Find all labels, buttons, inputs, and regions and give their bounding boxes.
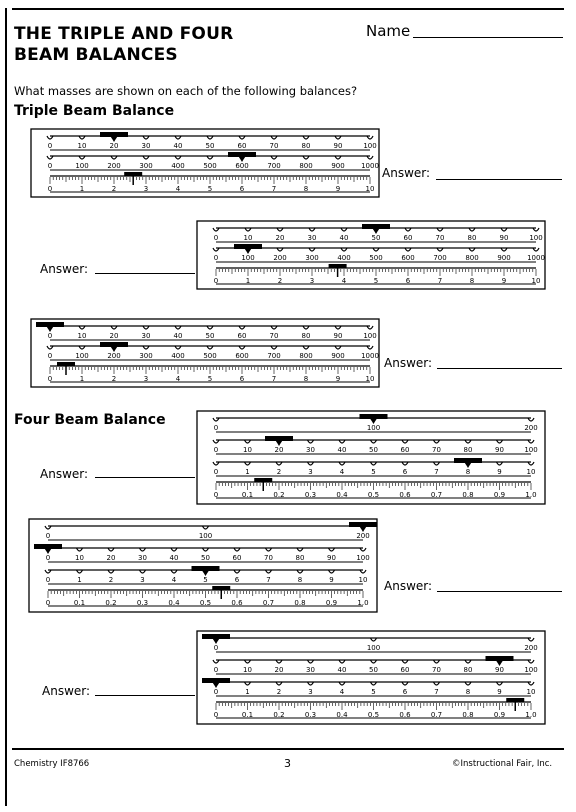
four-balance-3-tens-beam-tick-label: 60 <box>400 666 410 674</box>
four-balance-2-tens-beam-tick-label: 50 <box>201 554 210 562</box>
four-balance-3-tens-beam-tick-label: 40 <box>337 666 347 674</box>
four-balance-2-tenths-beam-rider <box>212 586 230 590</box>
triple-balance-1-tens-beam-tick-label: 50 <box>205 142 215 150</box>
answer-label: Answer: <box>40 467 89 481</box>
triple-balance-2-hundreds-beam-tick-label: 700 <box>433 254 447 262</box>
question-text: What masses are shown on each of the following balances? <box>14 84 358 98</box>
four-balance-3-ones-beam-tick-label: 6 <box>402 688 408 696</box>
four-balance-1-tens-beam-tick-label: 90 <box>495 446 504 454</box>
triple-balance-3-ones-beam-tick-label: 2 <box>111 375 117 383</box>
triple-balance-3-ones-beam-tick-label: 4 <box>175 375 181 383</box>
triple-balance-3-ones-beam-tick-label: 7 <box>271 375 277 383</box>
worksheet-title: THE TRIPLE AND FOUR BEAM BALANCES <box>14 24 234 65</box>
triple-balance-3-hundreds-beam-tick-label: 300 <box>139 352 153 360</box>
triple-balance-1-tens-beam-rider <box>100 132 128 137</box>
triple-balance-2-ones-beam-tick-label: 2 <box>277 277 283 285</box>
four-balance-2-tenths-beam-tick-label: 0 <box>45 599 51 607</box>
four-balance-1 <box>196 410 546 505</box>
four-balance-3-tens-beam-tick-label: 90 <box>495 666 504 674</box>
four-balance-2-tens-beam-tick-label: 80 <box>295 554 305 562</box>
four-balance-2-hundred-beam-tick-label: 200 <box>356 532 370 540</box>
four-balance-1-hundred-beam-tick-label: 0 <box>213 424 219 432</box>
triple-balance-2-ones-beam-tick-label: 4 <box>341 277 347 285</box>
triple-balance-1-tens-beam-tick-label: 10 <box>77 142 87 150</box>
four-balance-3 <box>196 630 546 725</box>
triple-balance-2-ones-beam-tick-label: 0 <box>213 277 219 285</box>
four-balance-1-ones-beam-tick-label: 7 <box>434 468 439 476</box>
answer-label: Answer: <box>384 356 433 370</box>
four-balance-2-tens-beam-tick-label: 100 <box>356 554 370 562</box>
four-balance-3-tenths-beam-tick-label: 0.1 <box>241 711 254 719</box>
four-balance-3-tens-beam-tick-label: 70 <box>432 666 441 674</box>
four-balance-3-tenths-beam-rider <box>506 698 524 702</box>
answer-field-4[interactable] <box>95 477 195 478</box>
triple-balance-1-ones-beam-rider <box>124 172 142 176</box>
four-balance-1-ones-beam-tick-label: 9 <box>497 468 502 476</box>
four-balance-2-ones-beam-tick-label: 8 <box>297 576 303 584</box>
triple-balance-1-tens-beam-tick-label: 90 <box>333 142 343 150</box>
footer-publisher: ©Instructional Fair, Inc. <box>452 759 553 769</box>
triple-balance-1-hundreds-beam-tick-label: 400 <box>171 162 185 170</box>
triple-balance-1-hundreds-beam-tick-label: 0 <box>47 162 53 170</box>
four-balance-3-ones-beam-tick-label: 8 <box>465 688 471 696</box>
triple-balance-1-ones-beam-tick-label: 1 <box>79 185 85 193</box>
four-balance-2-tenths-beam-tick-label: 0.4 <box>168 599 180 607</box>
four-balance-1-ones-beam-tick-label: 10 <box>526 468 536 476</box>
triple-balance-2 <box>196 220 546 290</box>
four-balance-2-tens-beam-tick-label: 0 <box>45 554 51 562</box>
triple-balance-1 <box>30 128 380 198</box>
triple-balance-1-hundreds-beam-tick-label: 500 <box>203 162 217 170</box>
answer-label: Answer: <box>384 579 433 593</box>
triple-balance-1-hundreds-beam-tick-label: 700 <box>267 162 281 170</box>
four-balance-2-hundred-beam-rider <box>349 522 377 527</box>
triple-balance-1-ones-beam-tick-label: 2 <box>111 185 117 193</box>
four-balance-3-ones-beam-tick-label: 4 <box>339 688 345 696</box>
triple-balance-1-hundreds-beam-rider <box>228 152 256 157</box>
triple-balance-3-hundreds-beam-tick-label: 800 <box>299 352 313 360</box>
four-balance-1-tens-beam-tick-label: 20 <box>274 446 284 454</box>
answer-label: Answer: <box>382 166 431 180</box>
answer-field-5[interactable] <box>437 591 562 592</box>
four-balance-3-ones-beam-tick-label: 7 <box>434 688 439 696</box>
four-balance-2-tenths-beam-tick-label: 0.2 <box>105 599 117 607</box>
triple-balance-1-hundreds-beam-tick-label: 800 <box>299 162 313 170</box>
four-balance-2-tens-beam-tick-label: 40 <box>169 554 179 562</box>
four-balance-2-tenths-beam-tick-label: 1.0 <box>357 599 369 607</box>
four-balance-1-tens-beam-tick-label: 10 <box>243 446 252 454</box>
four-balance-2-tenths-beam-tick-label: 0.8 <box>294 599 306 607</box>
four-balance-1-ones-beam-tick-label: 5 <box>371 468 376 476</box>
four-balance-3-tens-beam-tick-label: 0 <box>213 666 219 674</box>
four-balance-2-tenths-beam-tick-label: 0.5 <box>199 599 212 607</box>
four-balance-3-hundred-beam-tick-label: 200 <box>524 644 538 652</box>
four-balance-3-tens-beam-tick-label: 30 <box>306 666 315 674</box>
triple-balance-3-tens-beam-tick-label: 0 <box>47 332 53 340</box>
four-balance-3-hundred-beam-rider <box>202 634 230 639</box>
four-balance-3-ones-beam-tick-label: 2 <box>276 688 282 696</box>
triple-balance-2-hundreds-beam-tick-label: 800 <box>465 254 479 262</box>
left-rule <box>5 8 7 806</box>
four-balance-2-hundred-beam-tick-label: 0 <box>45 532 51 540</box>
four-balance-2-tenths-beam-tick-label: 0.1 <box>73 599 86 607</box>
triple-balance-2-hundreds-beam-tick-label: 300 <box>305 254 319 262</box>
answer-label: Answer: <box>42 684 91 698</box>
four-balance-1-hundred-beam-tick-label: 100 <box>366 424 381 432</box>
triple-balance-2-tens-beam-tick-label: 40 <box>339 234 349 242</box>
triple-balance-2-hundreds-beam-tick-label: 100 <box>241 254 255 262</box>
four-balance-2-tenths-beam-tick-label: 0.9 <box>325 599 338 607</box>
four-balance-1-tenths-beam-tick-label: 0.2 <box>273 491 285 499</box>
triple-balance-1-tens-beam-tick-label: 60 <box>237 142 247 150</box>
four-balance-1-tens-beam-tick-label: 70 <box>432 446 441 454</box>
answer-field-6[interactable] <box>95 695 195 696</box>
triple-balance-1-hundreds-beam-tick-label: 1000 <box>361 162 379 170</box>
triple-balance-1-tens-beam-tick-label: 20 <box>109 142 119 150</box>
triple-balance-2-ones-beam-tick-label: 5 <box>373 277 379 285</box>
answer-field-2[interactable] <box>95 273 195 274</box>
triple-balance-3-ones-beam-tick-label: 8 <box>303 375 309 383</box>
four-balance-1-ones-beam-tick-label: 1 <box>245 468 250 476</box>
triple-balance-3-ones-beam-tick-label: 6 <box>239 375 245 383</box>
four-balance-2-tens-beam-rider <box>34 544 62 549</box>
triple-balance-2-ones-beam-tick-label: 10 <box>531 277 541 285</box>
triple-balance-3-tens-beam-rider <box>36 322 64 327</box>
four-balance-1-tenths-beam-tick-label: 0.9 <box>493 491 506 499</box>
four-balance-3-hundred-beam-tick-label: 0 <box>213 644 219 652</box>
triple-balance-3-hundreds-beam-tick-label: 600 <box>235 352 249 360</box>
four-balance-3-tens-beam-tick-label: 50 <box>369 666 378 674</box>
four-balance-1-ones-beam-tick-label: 0 <box>213 468 219 476</box>
triple-balance-3-tens-beam-tick-label: 40 <box>173 332 183 340</box>
four-balance-3-ones-beam-tick-label: 5 <box>371 688 376 696</box>
triple-balance-2-hundreds-beam-tick-label: 600 <box>401 254 415 262</box>
name-label: Name <box>366 22 411 40</box>
triple-balance-1-ones-beam-tick-label: 7 <box>271 185 277 193</box>
triple-balance-2-tens-beam-tick-label: 90 <box>499 234 509 242</box>
four-balance-2-ones-beam-tick-label: 4 <box>171 576 177 584</box>
triple-balance-1-ones-beam-tick-label: 4 <box>175 185 181 193</box>
triple-balance-3-hundreds-beam-tick-label: 400 <box>171 352 185 360</box>
triple-balance-1-tens-beam-tick-label: 0 <box>47 142 53 150</box>
four-balance-1-tens-beam-tick-label: 60 <box>400 446 410 454</box>
triple-balance-3-hundreds-beam-tick-label: 700 <box>267 352 281 360</box>
triple-balance-3-hundreds-beam-tick-label: 500 <box>203 352 217 360</box>
four-balance-1-ones-beam-tick-label: 8 <box>465 468 471 476</box>
four-balance-3-tenths-beam-tick-label: 0.8 <box>462 711 474 719</box>
triple-balance-3-tens-beam-tick-label: 20 <box>109 332 119 340</box>
top-rule <box>12 8 564 10</box>
four-balance-3-tenths-beam-tick-label: 0.4 <box>336 711 348 719</box>
four-balance-1-hundred-beam-rider <box>360 414 388 419</box>
triple-beam-heading: Triple Beam Balance <box>14 103 175 119</box>
triple-balance-1-ones-beam-tick-label: 9 <box>335 185 341 193</box>
four-balance-1-tens-beam-tick-label: 0 <box>213 446 219 454</box>
four-balance-2-tens-beam-tick-label: 30 <box>138 554 147 562</box>
four-balance-2-tens-beam-tick-label: 20 <box>106 554 116 562</box>
triple-balance-2-ones-beam-tick-label: 6 <box>405 277 411 285</box>
triple-balance-3 <box>30 318 380 388</box>
four-balance-2-ones-beam-tick-label: 10 <box>358 576 368 584</box>
four-balance-2-tens-beam-tick-label: 70 <box>264 554 273 562</box>
triple-balance-1-hundreds-beam-tick-label: 200 <box>107 162 121 170</box>
four-balance-1-ones-beam-tick-label: 3 <box>308 468 313 476</box>
four-balance-2-ones-beam-tick-label: 6 <box>234 576 240 584</box>
four-balance-3-ones-beam-tick-label: 0 <box>213 688 219 696</box>
four-balance-1-tenths-beam-tick-label: 0.8 <box>462 491 474 499</box>
triple-balance-2-tens-beam-tick-label: 0 <box>213 234 219 242</box>
four-balance-3-tens-beam-tick-label: 100 <box>524 666 538 674</box>
four-balance-3-tenths-beam-tick-label: 0.5 <box>367 711 380 719</box>
four-balance-3-tenths-beam-tick-label: 0.9 <box>493 711 506 719</box>
triple-balance-2-hundreds-beam-tick-label: 500 <box>369 254 383 262</box>
four-balance-3-ones-beam-tick-label: 10 <box>526 688 536 696</box>
four-balance-1-ones-beam-tick-label: 4 <box>339 468 345 476</box>
triple-balance-1-tens-beam-tick-label: 80 <box>301 142 311 150</box>
triple-balance-3-ones-beam-tick-label: 10 <box>365 375 375 383</box>
triple-balance-3-tens-beam-tick-label: 90 <box>333 332 343 340</box>
four-balance-2-ones-beam-tick-label: 2 <box>108 576 114 584</box>
triple-balance-3-tens-beam-tick-label: 50 <box>205 332 215 340</box>
triple-balance-1-ones-beam-tick-label: 0 <box>47 185 53 193</box>
four-balance-1-tenths-beam-tick-label: 0.4 <box>336 491 348 499</box>
four-balance-1-tenths-beam-tick-label: 0.1 <box>241 491 254 499</box>
four-balance-2-tenths-beam-tick-label: 0.3 <box>136 599 149 607</box>
four-balance-1-tenths-beam-tick-label: 0.5 <box>367 491 380 499</box>
four-balance-1-tens-beam-tick-label: 100 <box>524 446 538 454</box>
four-balance-1-ones-beam-rider <box>454 458 482 463</box>
four-balance-1-ones-beam-tick-label: 2 <box>276 468 282 476</box>
triple-balance-2-ones-beam-tick-label: 7 <box>437 277 443 285</box>
four-balance-3-tenths-beam-tick-label: 0.3 <box>304 711 317 719</box>
triple-balance-2-tens-beam-tick-label: 20 <box>275 234 285 242</box>
triple-balance-2-hundreds-beam-tick-label: 0 <box>213 254 219 262</box>
four-balance-2-ones-beam-tick-label: 9 <box>329 576 334 584</box>
triple-balance-3-tens-beam-tick-label: 60 <box>237 332 247 340</box>
four-balance-1-tens-beam-tick-label: 40 <box>337 446 347 454</box>
four-balance-3-ones-beam-tick-label: 3 <box>308 688 313 696</box>
triple-balance-2-tens-beam-tick-label: 30 <box>307 234 317 242</box>
four-balance-3-tenths-beam-tick-label: 0 <box>213 711 219 719</box>
four-balance-3-ones-beam-tick-label: 9 <box>497 688 502 696</box>
four-balance-3-tens-beam-tick-label: 80 <box>463 666 473 674</box>
four-balance-2-hundred-beam-tick-label: 100 <box>198 532 213 540</box>
triple-balance-2-ones-beam-tick-label: 1 <box>245 277 251 285</box>
triple-balance-1-tens-beam-tick-label: 30 <box>141 142 151 150</box>
triple-balance-2-hundreds-beam-tick-label: 1000 <box>527 254 545 262</box>
four-balance-1-tens-beam-rider <box>265 436 293 441</box>
triple-balance-1-ones-beam-tick-label: 10 <box>365 185 375 193</box>
triple-balance-2-tens-beam-tick-label: 100 <box>529 234 543 242</box>
footer-book-code: Chemistry IF8766 <box>14 759 90 769</box>
triple-balance-2-ones-beam-tick-label: 8 <box>469 277 475 285</box>
triple-balance-3-ones-beam-tick-label: 3 <box>143 375 149 383</box>
four-balance-1-tens-beam-tick-label: 30 <box>306 446 315 454</box>
triple-balance-2-ones-beam-tick-label: 9 <box>501 277 507 285</box>
triple-balance-3-hundreds-beam-tick-label: 0 <box>47 352 53 360</box>
four-balance-3-tenths-beam-tick-label: 0.6 <box>399 711 411 719</box>
triple-balance-3-hundreds-beam-tick-label: 1000 <box>361 352 379 360</box>
four-balance-2-tenths-beam-tick-label: 0.6 <box>231 599 243 607</box>
bottom-rule <box>12 748 564 750</box>
triple-balance-3-ones-beam-tick-label: 0 <box>47 375 53 383</box>
triple-balance-2-tens-beam-tick-label: 60 <box>403 234 413 242</box>
triple-balance-2-tens-beam-rider <box>362 224 390 229</box>
triple-balance-3-hundreds-beam-tick-label: 200 <box>107 352 121 360</box>
triple-balance-3-tens-beam-tick-label: 80 <box>301 332 311 340</box>
triple-balance-2-tens-beam-tick-label: 70 <box>435 234 445 242</box>
four-balance-1-ones-beam-tick-label: 6 <box>402 468 408 476</box>
triple-balance-3-hundreds-beam-tick-label: 100 <box>75 352 89 360</box>
four-balance-1-hundred-beam-tick-label: 200 <box>524 424 538 432</box>
four-balance-3-hundred-beam-tick-label: 100 <box>366 644 381 652</box>
four-balance-3-tenths-beam-tick-label: 1.0 <box>525 711 537 719</box>
answer-label: Answer: <box>40 262 89 276</box>
triple-balance-1-hundreds-beam-tick-label: 900 <box>331 162 345 170</box>
four-balance-1-tenths-beam-rider <box>254 478 272 482</box>
triple-balance-2-tens-beam-tick-label: 50 <box>371 234 381 242</box>
triple-balance-1-tens-beam-tick-label: 100 <box>363 142 377 150</box>
four-balance-1-tenths-beam-tick-label: 1.0 <box>525 491 537 499</box>
triple-balance-3-ones-beam-tick-label: 5 <box>207 375 213 383</box>
four-balance-2 <box>28 518 378 613</box>
triple-balance-3-hundreds-beam-tick-label: 900 <box>331 352 345 360</box>
four-beam-heading: Four Beam Balance <box>14 412 166 428</box>
triple-balance-2-ones-beam-tick-label: 3 <box>309 277 315 285</box>
four-balance-2-ones-beam-tick-label: 1 <box>77 576 82 584</box>
triple-balance-2-hundreds-beam-rider <box>234 244 262 249</box>
four-balance-3-tenths-beam-tick-label: 0.7 <box>430 711 443 719</box>
four-balance-3-tenths-beam-tick-label: 0.2 <box>273 711 285 719</box>
triple-balance-1-tens-beam-tick-label: 70 <box>269 142 279 150</box>
triple-balance-2-tens-beam-tick-label: 10 <box>243 234 253 242</box>
four-balance-1-tenths-beam-tick-label: 0.6 <box>399 491 411 499</box>
triple-balance-2-ones-beam-rider <box>329 264 347 268</box>
triple-balance-2-hundreds-beam-tick-label: 400 <box>337 254 351 262</box>
name-field[interactable] <box>413 37 563 38</box>
answer-field-3[interactable] <box>437 368 562 369</box>
four-balance-2-ones-beam-rider <box>192 566 220 571</box>
triple-balance-2-hundreds-beam-tick-label: 200 <box>273 254 287 262</box>
four-balance-1-tens-beam-tick-label: 80 <box>463 446 473 454</box>
four-balance-3-ones-beam-rider <box>202 678 230 683</box>
triple-balance-3-ones-beam-tick-label: 1 <box>79 375 85 383</box>
triple-balance-1-tens-beam-tick-label: 40 <box>173 142 183 150</box>
triple-balance-1-hundreds-beam-tick-label: 300 <box>139 162 153 170</box>
triple-balance-3-tens-beam-tick-label: 100 <box>363 332 377 340</box>
triple-balance-1-hundreds-beam-tick-label: 100 <box>75 162 89 170</box>
four-balance-2-ones-beam-tick-label: 5 <box>203 576 208 584</box>
four-balance-1-tenths-beam-tick-label: 0.3 <box>304 491 317 499</box>
four-balance-2-ones-beam-tick-label: 7 <box>266 576 271 584</box>
triple-balance-1-ones-beam-tick-label: 6 <box>239 185 245 193</box>
triple-balance-3-ones-beam-tick-label: 9 <box>335 375 341 383</box>
triple-balance-3-ones-beam-rider <box>57 362 75 366</box>
triple-balance-1-hundreds-beam-tick-label: 600 <box>235 162 249 170</box>
triple-balance-3-tens-beam-tick-label: 30 <box>141 332 151 340</box>
triple-balance-1-ones-beam-tick-label: 5 <box>207 185 213 193</box>
four-balance-2-tens-beam-tick-label: 90 <box>327 554 336 562</box>
four-balance-1-tenths-beam-tick-label: 0.7 <box>430 491 443 499</box>
triple-balance-3-tens-beam-tick-label: 70 <box>269 332 279 340</box>
four-balance-2-tens-beam-tick-label: 60 <box>232 554 242 562</box>
page-number: 3 <box>284 757 291 770</box>
four-balance-2-tenths-beam-tick-label: 0.7 <box>262 599 275 607</box>
answer-field-1[interactable] <box>436 179 562 180</box>
four-balance-3-tens-beam-tick-label: 10 <box>243 666 252 674</box>
triple-balance-2-hundreds-beam-tick-label: 900 <box>497 254 511 262</box>
four-balance-2-ones-beam-tick-label: 0 <box>45 576 51 584</box>
triple-balance-2-tens-beam-tick-label: 80 <box>467 234 477 242</box>
triple-balance-3-hundreds-beam-rider <box>100 342 128 347</box>
four-balance-1-tens-beam-tick-label: 50 <box>369 446 378 454</box>
four-balance-3-ones-beam-tick-label: 1 <box>245 688 250 696</box>
triple-balance-3-tens-beam-tick-label: 10 <box>77 332 87 340</box>
four-balance-2-ones-beam-tick-label: 3 <box>140 576 145 584</box>
four-balance-1-tenths-beam-tick-label: 0 <box>213 491 219 499</box>
four-balance-2-tens-beam-tick-label: 10 <box>75 554 84 562</box>
four-balance-3-tens-beam-rider <box>486 656 514 661</box>
triple-balance-1-ones-beam-tick-label: 8 <box>303 185 309 193</box>
four-balance-3-tens-beam-tick-label: 20 <box>274 666 284 674</box>
triple-balance-1-ones-beam-tick-label: 3 <box>143 185 149 193</box>
